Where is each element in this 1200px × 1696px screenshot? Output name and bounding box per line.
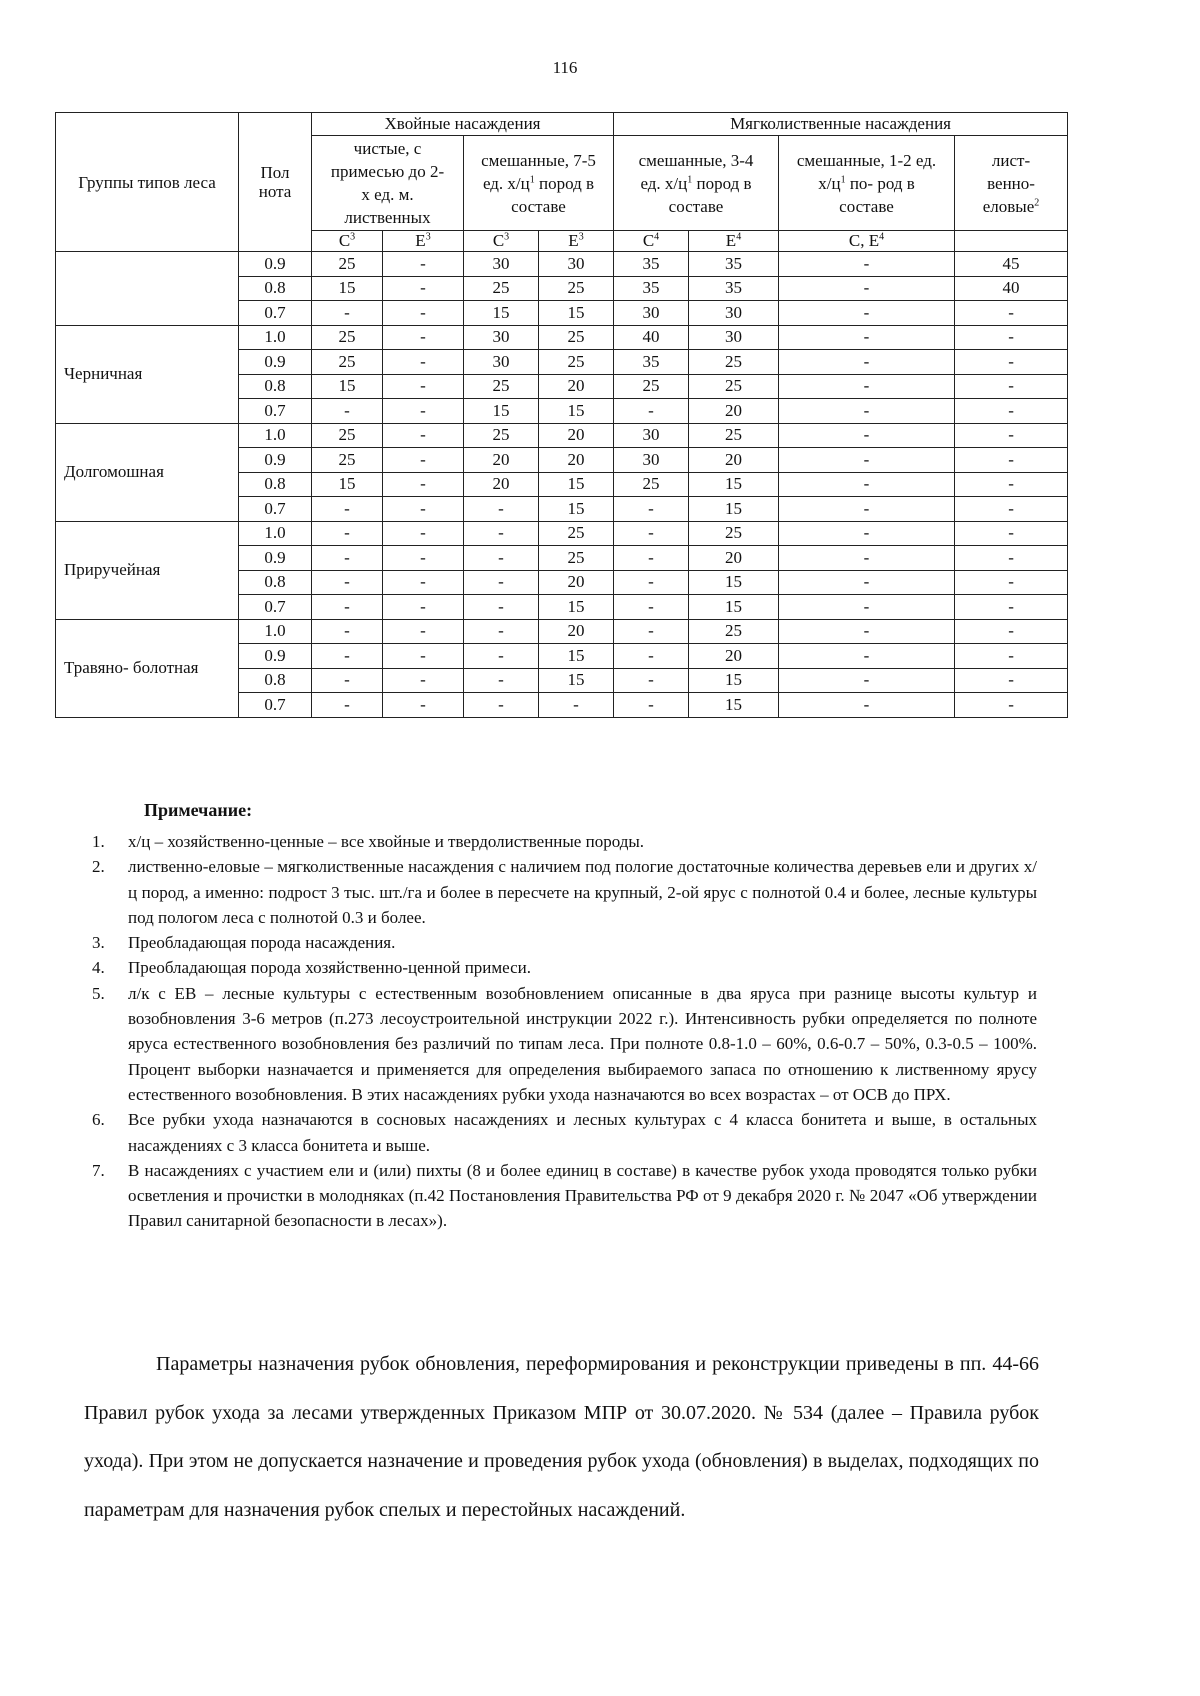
- note-item: [92, 955, 1037, 980]
- note-item: [92, 854, 1037, 930]
- value-cell: 20: [539, 423, 614, 448]
- value-cell: -: [383, 301, 464, 326]
- value-cell: -: [312, 399, 383, 424]
- value-cell: 15: [464, 399, 539, 424]
- note-text: Преобладающая порода насаждения.: [128, 933, 396, 953]
- value-cell: -: [383, 668, 464, 693]
- value-cell: 25: [539, 325, 614, 350]
- value-cell: 20: [539, 570, 614, 595]
- value-cell: -: [779, 570, 955, 595]
- value-cell: -: [779, 668, 955, 693]
- value-cell: 25: [689, 619, 779, 644]
- value-cell: -: [464, 668, 539, 693]
- value-cell: 20: [539, 619, 614, 644]
- note-text: лиственно-еловые – мягколиственные насаждения с наличием под пологие достаточные количества деревьев ели и других х/ц пород, а именно: подрост 3 тыс. шт./га и более в пересчете на крупный, 2-ой ярус с полнотой 0.4 и более, лесные культуры под пологом леса с полнотой 0.3 и более.: [128, 857, 1037, 927]
- value-cell: -: [779, 472, 955, 497]
- table-row: [56, 521, 1068, 546]
- note-number: 2.: [92, 857, 105, 877]
- note-number: 1.: [92, 832, 105, 851]
- value-cell: 30: [539, 252, 614, 277]
- value-cell: 25: [312, 350, 383, 375]
- note-item: [92, 981, 1037, 1107]
- value-cell: 25: [312, 448, 383, 473]
- value-cell: -: [614, 595, 689, 620]
- density-cell: 0.7: [239, 693, 312, 718]
- value-cell: 30: [614, 301, 689, 326]
- value-cell: 30: [614, 448, 689, 473]
- density-cell: 1.0: [239, 325, 312, 350]
- note-text: Преобладающая порода хозяйственно-ценной примеси.: [128, 958, 532, 978]
- value-cell: -: [779, 448, 955, 473]
- notes-list: [92, 829, 1037, 1234]
- header-conifer: Хвойные насаждения: [312, 113, 614, 136]
- forest-group-name: Травяно- болотная: [56, 619, 239, 717]
- density-cell: 0.7: [239, 595, 312, 620]
- header-species-pine: $С^4$: [614, 231, 689, 252]
- value-cell: -: [779, 423, 955, 448]
- value-cell: -: [312, 644, 383, 669]
- table-row: [56, 325, 1068, 350]
- value-cell: -: [383, 399, 464, 424]
- value-cell: 25: [539, 546, 614, 571]
- value-cell: -: [614, 521, 689, 546]
- value-cell: -: [955, 350, 1068, 375]
- value-cell: 35: [689, 276, 779, 301]
- density-cell: 0.9: [239, 546, 312, 571]
- value-cell: -: [464, 693, 539, 718]
- value-cell: 35: [614, 276, 689, 301]
- density-cell: 0.9: [239, 448, 312, 473]
- thinning-intensity-table: [55, 112, 1068, 718]
- value-cell: 15: [539, 595, 614, 620]
- value-cell: -: [955, 521, 1068, 546]
- header-species-empty: [955, 231, 1068, 252]
- value-cell: 30: [614, 423, 689, 448]
- header-species-spruce: $Е^3$: [539, 231, 614, 252]
- note-item: [92, 1158, 1037, 1234]
- density-cell: 0.9: [239, 644, 312, 669]
- value-cell: -: [955, 619, 1068, 644]
- note-text: В насаждениях с участием ели и (или) пихты (8 и более единиц в составе) в качестве рубок ухода проводятся только рубки осветления и прочистки в молодняках (п.42 Постановления Правительства РФ от 9 декабря 2020 г. № 2047 «Об утверждении Правил санитарной безопасности в лесах»).: [128, 1160, 1037, 1231]
- note-number: 5.: [92, 983, 105, 1003]
- value-cell: 40: [614, 325, 689, 350]
- header-species-pine-spruce: С, $Е^4$: [779, 231, 955, 252]
- density-cell: 0.7: [239, 497, 312, 522]
- value-cell: -: [383, 350, 464, 375]
- value-cell: 40: [955, 276, 1068, 301]
- density-cell: 1.0: [239, 521, 312, 546]
- value-cell: 25: [614, 374, 689, 399]
- note-item: [92, 930, 1037, 955]
- value-cell: 30: [464, 350, 539, 375]
- value-cell: -: [464, 595, 539, 620]
- density-cell: 0.9: [239, 350, 312, 375]
- header-pure: чистые, с примесью до 2-х ед. м. лиственных: [312, 136, 464, 231]
- header-mixed-3-4: смешанные, 3-4 ед. $х/ц^1$ пород в составе: [614, 136, 779, 231]
- value-cell: 25: [539, 350, 614, 375]
- header-density: Пол нота: [239, 113, 312, 252]
- value-cell: -: [312, 301, 383, 326]
- note-text: х/ц – хозяйственно-ценные – все хвойные и твердолиственные породы.: [128, 832, 645, 851]
- value-cell: -: [955, 472, 1068, 497]
- value-cell: -: [383, 276, 464, 301]
- value-cell: -: [464, 497, 539, 522]
- value-cell: -: [614, 644, 689, 669]
- value-cell: 20: [539, 374, 614, 399]
- note-text: л/к с ЕВ – лесные культуры с естественным возобновлением описанные в два яруса при разнице высоты культур и возобновления 3-6 метров (п.273 лесоустроительной инструкции 2022 г.). Интенсивность рубки определяется по полноте яруса естественного возобновления без различий по типам леса. При полноте 0.8-1.0 – 60%, 0.6-0.7 – 50%, 0.3-0.5 – 100%. Процент выборки назначается и применяется для определения выбираемого запаса по отношению к лиственному ярусу естественного возобновления. В этих насаждениях рубки ухода назначаются во всех возрастах – от ОСВ до ПРХ.: [128, 983, 1037, 1104]
- value-cell: 15: [689, 595, 779, 620]
- value-cell: 35: [689, 252, 779, 277]
- value-cell: 20: [689, 546, 779, 571]
- value-cell: -: [312, 546, 383, 571]
- value-cell: 15: [312, 276, 383, 301]
- note-number: 7.: [92, 1160, 105, 1180]
- value-cell: 15: [689, 472, 779, 497]
- forest-group-name: [56, 252, 239, 326]
- value-cell: 15: [689, 668, 779, 693]
- density-cell: 0.8: [239, 276, 312, 301]
- value-cell: -: [383, 570, 464, 595]
- value-cell: -: [614, 399, 689, 424]
- value-cell: -: [312, 668, 383, 693]
- value-cell: 15: [689, 693, 779, 718]
- value-cell: 35: [614, 350, 689, 375]
- value-cell: -: [312, 693, 383, 718]
- value-cell: 20: [464, 472, 539, 497]
- value-cell: -: [955, 374, 1068, 399]
- density-cell: 0.8: [239, 570, 312, 595]
- note-item: [92, 1107, 1037, 1158]
- note-number: 6.: [92, 1110, 105, 1130]
- value-cell: 15: [464, 301, 539, 326]
- value-cell: -: [464, 644, 539, 669]
- value-cell: 20: [689, 644, 779, 669]
- header-species-spruce: $Е^4$: [689, 231, 779, 252]
- value-cell: 20: [464, 448, 539, 473]
- value-cell: -: [383, 693, 464, 718]
- value-cell: -: [955, 668, 1068, 693]
- value-cell: 15: [539, 497, 614, 522]
- value-cell: -: [383, 619, 464, 644]
- notes-title: Примечание:: [144, 800, 253, 820]
- value-cell: -: [779, 497, 955, 522]
- value-cell: 25: [312, 325, 383, 350]
- value-cell: 30: [464, 252, 539, 277]
- value-cell: 15: [539, 399, 614, 424]
- value-cell: -: [779, 276, 955, 301]
- density-cell: 1.0: [239, 423, 312, 448]
- value-cell: -: [779, 619, 955, 644]
- value-cell: -: [779, 693, 955, 718]
- value-cell: 25: [312, 423, 383, 448]
- value-cell: -: [383, 497, 464, 522]
- value-cell: -: [779, 644, 955, 669]
- value-cell: 15: [689, 570, 779, 595]
- header-species-pine: $С^3$: [464, 231, 539, 252]
- forest-group-name: Долгомошная: [56, 423, 239, 521]
- table-row: [56, 619, 1068, 644]
- value-cell: 25: [312, 252, 383, 277]
- value-cell: 25: [689, 423, 779, 448]
- body-paragraph: Параметры назначения рубок обновления, переформирования и реконструкции приведены в пп. 44-66 Правил рубок ухода за лесами утвержденных Приказом МПР от 30.07.2020. № 534 (далее – Правила рубок ухода). При этом не допускается назначение и проведения рубок ухода (обновления) в выделах, подходящих по параметрам для назначения рубок спелых и перестойных насаждений.: [84, 1353, 1039, 1521]
- header-species-pine: $С^3$: [312, 231, 383, 252]
- value-cell: -: [779, 595, 955, 620]
- header-leaf-spruce: лист- венно- еловые$^2$: [955, 136, 1068, 231]
- note-number: 4.: [92, 958, 105, 978]
- value-cell: -: [955, 448, 1068, 473]
- value-cell: -: [955, 497, 1068, 522]
- value-cell: -: [312, 570, 383, 595]
- value-cell: 45: [955, 252, 1068, 277]
- value-cell: 15: [539, 301, 614, 326]
- value-cell: -: [614, 570, 689, 595]
- value-cell: 30: [689, 301, 779, 326]
- value-cell: -: [312, 619, 383, 644]
- value-cell: -: [955, 546, 1068, 571]
- header-mixed-7-5: смешанные, 7-5 ед. $х/ц^1$ пород в составе: [464, 136, 614, 231]
- value-cell: -: [312, 497, 383, 522]
- density-cell: 0.7: [239, 301, 312, 326]
- value-cell: 25: [464, 276, 539, 301]
- value-cell: 25: [689, 350, 779, 375]
- value-cell: 25: [539, 521, 614, 546]
- value-cell: 25: [464, 423, 539, 448]
- table-row: [56, 423, 1068, 448]
- value-cell: -: [614, 693, 689, 718]
- value-cell: -: [383, 472, 464, 497]
- value-cell: 15: [312, 472, 383, 497]
- note-text: Все рубки ухода назначаются в сосновых насаждениях и лесных культурах с 4 класса бонитета и выше, в остальных насаждениях с 3 класса бонитета и выше.: [128, 1110, 1037, 1155]
- value-cell: -: [779, 252, 955, 277]
- forest-group-name: Приручейная: [56, 521, 239, 619]
- header-forest-groups: Группы типов леса: [56, 113, 239, 252]
- value-cell: -: [955, 644, 1068, 669]
- value-cell: -: [614, 619, 689, 644]
- value-cell: -: [955, 570, 1068, 595]
- forest-group-name: Черничная: [56, 325, 239, 423]
- note-number: 3.: [92, 933, 105, 953]
- density-cell: 0.9: [239, 252, 312, 277]
- density-cell: 1.0: [239, 619, 312, 644]
- header-softleaf: Мягколиственные насаждения: [614, 113, 1068, 136]
- value-cell: -: [955, 399, 1068, 424]
- value-cell: -: [779, 301, 955, 326]
- value-cell: -: [779, 399, 955, 424]
- value-cell: -: [383, 546, 464, 571]
- value-cell: 15: [539, 644, 614, 669]
- value-cell: -: [955, 301, 1068, 326]
- value-cell: -: [779, 374, 955, 399]
- value-cell: -: [383, 423, 464, 448]
- value-cell: -: [383, 644, 464, 669]
- value-cell: 15: [312, 374, 383, 399]
- density-cell: 0.8: [239, 374, 312, 399]
- value-cell: -: [539, 693, 614, 718]
- density-cell: 0.8: [239, 472, 312, 497]
- value-cell: -: [312, 521, 383, 546]
- value-cell: -: [464, 546, 539, 571]
- value-cell: 35: [614, 252, 689, 277]
- header-species-spruce: $Е^3$: [383, 231, 464, 252]
- value-cell: -: [955, 693, 1068, 718]
- value-cell: -: [312, 595, 383, 620]
- density-cell: 0.8: [239, 668, 312, 693]
- header-mixed-1-2: смешанные, 1-2 ед. $х/ц^1$ по- род в составе: [779, 136, 955, 231]
- value-cell: 25: [614, 472, 689, 497]
- value-cell: -: [955, 423, 1068, 448]
- value-cell: -: [464, 521, 539, 546]
- value-cell: 25: [464, 374, 539, 399]
- value-cell: -: [779, 521, 955, 546]
- value-cell: 20: [539, 448, 614, 473]
- table-body: [56, 252, 1068, 718]
- value-cell: 25: [689, 374, 779, 399]
- value-cell: 15: [539, 472, 614, 497]
- value-cell: -: [383, 325, 464, 350]
- density-cell: 0.7: [239, 399, 312, 424]
- value-cell: -: [383, 595, 464, 620]
- value-cell: 15: [539, 668, 614, 693]
- value-cell: -: [464, 619, 539, 644]
- value-cell: 25: [689, 521, 779, 546]
- value-cell: -: [614, 546, 689, 571]
- value-cell: 15: [689, 497, 779, 522]
- value-cell: -: [383, 374, 464, 399]
- value-cell: -: [955, 595, 1068, 620]
- value-cell: 30: [689, 325, 779, 350]
- value-cell: -: [383, 448, 464, 473]
- value-cell: -: [383, 521, 464, 546]
- value-cell: -: [779, 546, 955, 571]
- value-cell: 25: [539, 276, 614, 301]
- value-cell: -: [779, 325, 955, 350]
- page-number: 116: [552, 58, 578, 77]
- value-cell: -: [614, 668, 689, 693]
- value-cell: -: [614, 497, 689, 522]
- value-cell: -: [464, 570, 539, 595]
- value-cell: -: [383, 252, 464, 277]
- value-cell: -: [779, 350, 955, 375]
- value-cell: -: [955, 325, 1068, 350]
- value-cell: 20: [689, 448, 779, 473]
- note-item: [92, 829, 1037, 854]
- value-cell: 30: [464, 325, 539, 350]
- table-row: [56, 252, 1068, 277]
- value-cell: 20: [689, 399, 779, 424]
